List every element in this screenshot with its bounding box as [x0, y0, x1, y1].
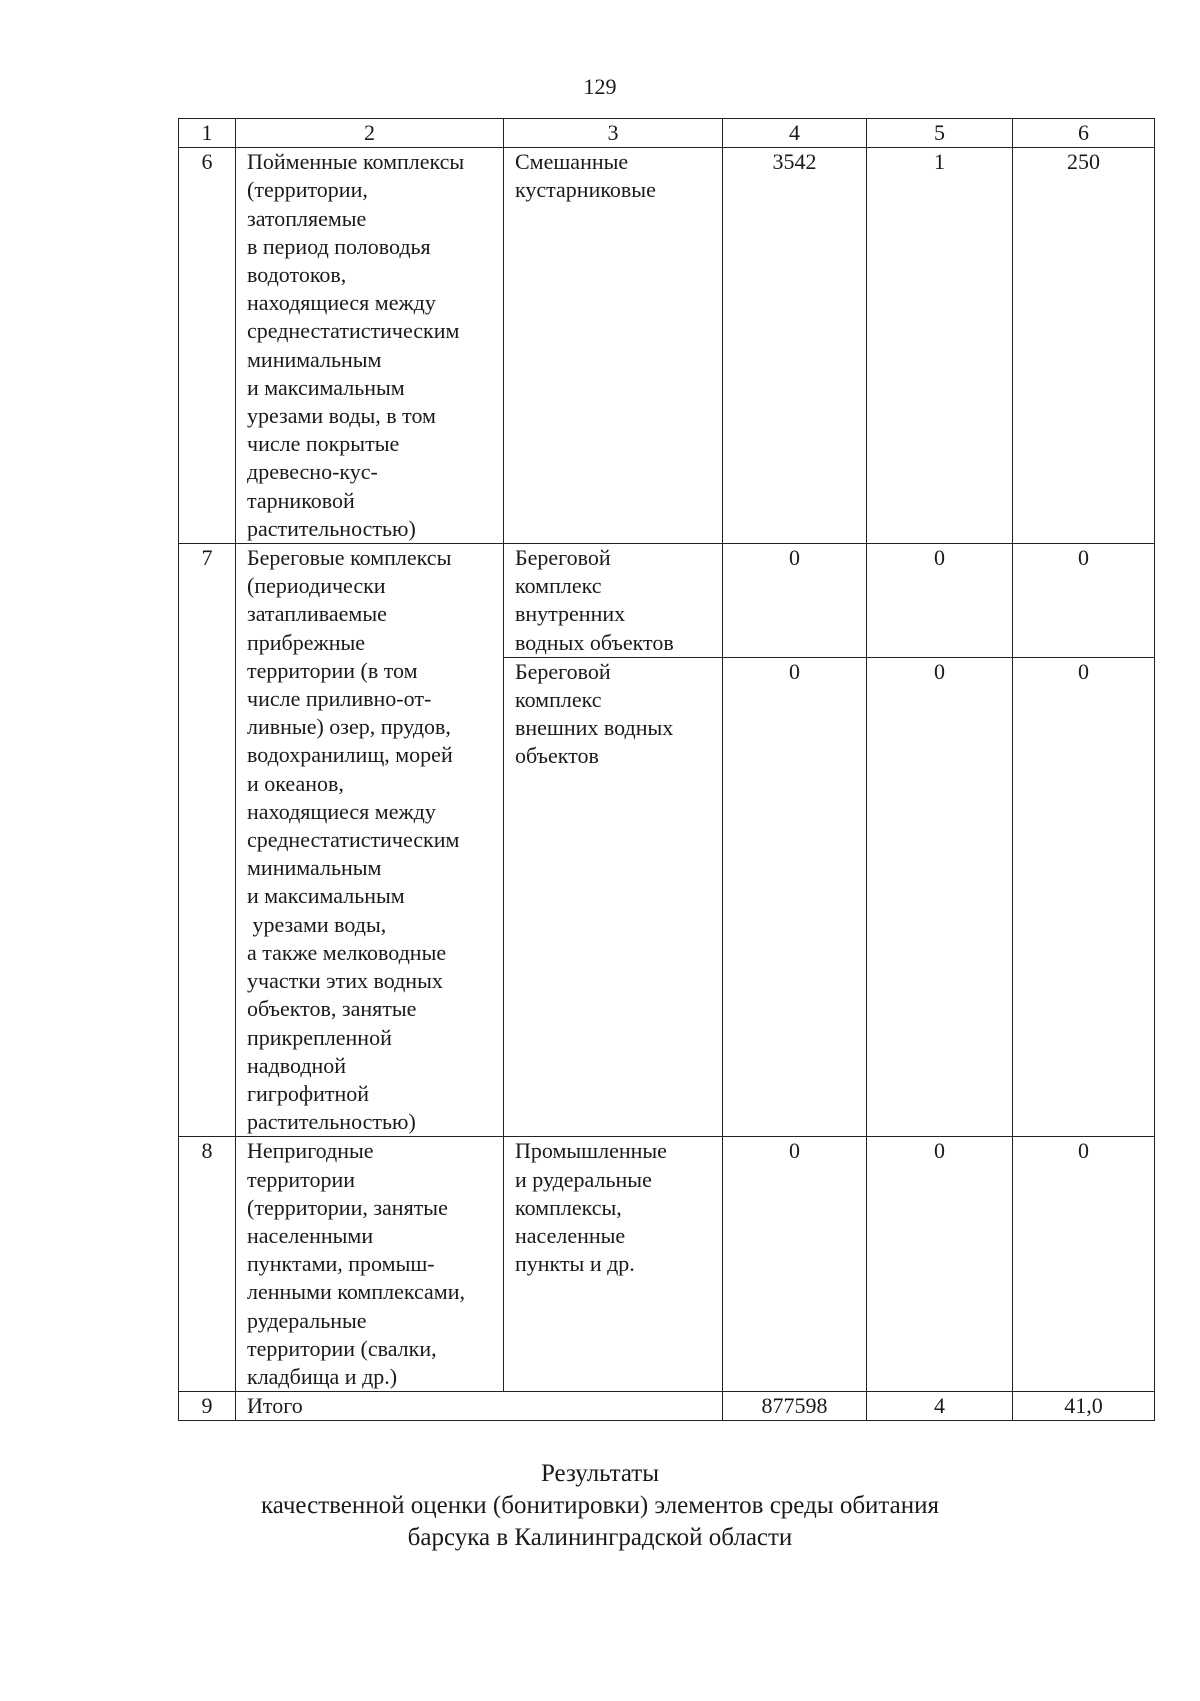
- text-line: комплекс: [515, 687, 602, 713]
- complex-name: [247, 544, 503, 1136]
- header-cell: 5: [867, 119, 1013, 148]
- text-line: прикрепленной: [247, 1024, 392, 1050]
- text-line: а также мелководные: [247, 939, 447, 965]
- col6-value: 250: [1013, 148, 1155, 544]
- col5-total: 4: [867, 1392, 1013, 1421]
- complex-name-cell: [236, 148, 504, 544]
- col4-value: 3542: [723, 148, 867, 544]
- col4-value: 0: [723, 657, 867, 1136]
- text-line: урезами воды,: [247, 911, 387, 937]
- text-line: населенные: [515, 1222, 626, 1248]
- text-line: затопляемые: [247, 205, 367, 231]
- text-line: комплексы,: [515, 1194, 622, 1220]
- row-number: 9: [179, 1392, 236, 1421]
- text-line: находящиеся между: [247, 798, 436, 824]
- table-row: [179, 148, 1155, 544]
- complex-name-cell: [236, 544, 504, 1137]
- text-line: Береговые комплексы: [247, 545, 452, 571]
- text-line: минимальным: [247, 346, 382, 372]
- text-line: затапливаемые: [247, 601, 387, 627]
- text-line: территории (в том: [247, 657, 418, 683]
- text-line: населенными: [247, 1222, 374, 1248]
- text-line: внутренних: [515, 601, 626, 627]
- table-header-row: [179, 119, 1155, 148]
- complex-name: [247, 148, 503, 543]
- text-line: объектов: [515, 743, 599, 769]
- text-line: растительностью): [247, 1109, 416, 1135]
- text-line: среднестатистическим: [247, 827, 460, 853]
- text-line: рудеральные: [247, 1307, 367, 1333]
- text-line: гигрофитной: [247, 1080, 370, 1106]
- complex-type-cell: [504, 657, 723, 1136]
- col6-value: 0: [1013, 544, 1155, 658]
- col5-value: 0: [867, 544, 1013, 658]
- text-line: Промышленные: [515, 1138, 667, 1164]
- text-line: Береговой: [515, 545, 611, 571]
- text-line: водных объектов: [515, 629, 674, 655]
- header-cell: 2: [236, 119, 504, 148]
- text-line: Пойменные комплексы: [247, 149, 465, 175]
- text-line: пунктами, промыш-: [247, 1251, 435, 1277]
- text-line: водохранилищ, морей: [247, 742, 453, 768]
- complex-type: [515, 658, 722, 771]
- text-line: находящиеся между: [247, 290, 436, 316]
- complex-type-cell: [504, 1137, 723, 1392]
- col6-value: 0: [1013, 1137, 1155, 1392]
- text-line: тарниковой: [247, 487, 355, 513]
- caption-line: барсука в Калининградской области: [407, 1524, 793, 1551]
- text-line: минимальным: [247, 855, 382, 881]
- text-line: кладбища и др.): [247, 1363, 398, 1389]
- text-line: комплекс: [515, 573, 602, 599]
- text-line: древесно-кус-: [247, 459, 378, 485]
- text-line: числе покрытые: [247, 431, 400, 457]
- text-line: среднестатистическим: [247, 318, 460, 344]
- text-line: Смешанные: [515, 149, 629, 175]
- col6-value: 0: [1013, 657, 1155, 1136]
- row-number: 7: [179, 544, 236, 1137]
- text-line: числе приливно-от-: [247, 686, 432, 712]
- text-line: в период половодья: [247, 233, 431, 259]
- col6-total: 41,0: [1013, 1392, 1155, 1421]
- text-line: пункты и др.: [515, 1251, 635, 1277]
- text-line: и максимальным: [247, 883, 405, 909]
- text-line: Непригодные: [247, 1138, 374, 1164]
- header-cell: 3: [504, 119, 723, 148]
- caption-line: Результаты: [540, 1460, 660, 1487]
- text-line: участки этих водных: [247, 968, 443, 994]
- col4-value: 0: [723, 1137, 867, 1392]
- text-line: (территории,: [247, 177, 368, 203]
- complex-type: [515, 544, 722, 657]
- text-line: ленными комплексами,: [247, 1279, 465, 1305]
- text-line: (территории, занятые: [247, 1194, 448, 1220]
- table-row: [179, 544, 1155, 658]
- text-line: объектов, занятые: [247, 996, 417, 1022]
- text-line: территории: [247, 1166, 356, 1192]
- total-label: Итого: [236, 1392, 723, 1421]
- text-line: и океанов,: [247, 770, 344, 796]
- complex-type-cell: [504, 148, 723, 544]
- complex-name-cell: [236, 1137, 504, 1392]
- complex-type-cell: [504, 544, 723, 658]
- header-cell: 4: [723, 119, 867, 148]
- total-row: [179, 1392, 1155, 1421]
- page-number: 129: [583, 74, 617, 99]
- header-cell: 6: [1013, 119, 1155, 148]
- text-line: и рудеральные: [515, 1166, 652, 1192]
- text-line: ливные) озер, прудов,: [247, 714, 451, 740]
- text-line: растительностью): [247, 515, 416, 541]
- text-line: и максимальным: [247, 374, 405, 400]
- text-line: урезами воды, в том: [247, 403, 436, 429]
- col4-total: 877598: [723, 1392, 867, 1421]
- row-number: 8: [179, 1137, 236, 1392]
- text-line: территории (свалки,: [247, 1335, 437, 1361]
- text-line: (периодически: [247, 573, 386, 599]
- header-cell: 1: [179, 119, 236, 148]
- text-line: внешних водных: [515, 715, 674, 741]
- complex-name: [247, 1137, 503, 1391]
- text-line: надводной: [247, 1052, 347, 1078]
- col4-value: 0: [723, 544, 867, 658]
- text-line: Береговой: [515, 658, 611, 684]
- col5-value: 0: [867, 657, 1013, 1136]
- habitat-assessment-table: [178, 118, 1155, 1421]
- text-line: кустарниковые: [515, 177, 656, 203]
- caption-line: качественной оценки (бонитировки) элементов среды обитания: [260, 1492, 940, 1519]
- table-row: [179, 1137, 1155, 1392]
- text-line: прибрежные: [247, 629, 366, 655]
- complex-type: [515, 148, 722, 204]
- col5-value: 0: [867, 1137, 1013, 1392]
- text-line: водотоков,: [247, 262, 347, 288]
- col5-value: 1: [867, 148, 1013, 544]
- section-caption: [0, 1458, 1200, 1554]
- row-number: 6: [179, 148, 236, 544]
- complex-type: [515, 1137, 722, 1278]
